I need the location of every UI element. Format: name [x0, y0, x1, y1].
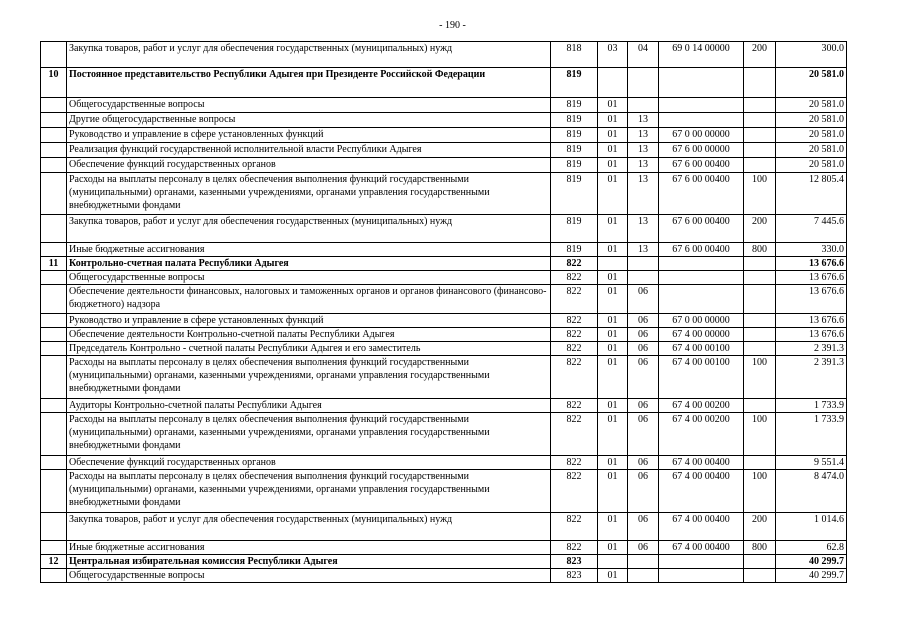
expense-type-code: [744, 68, 776, 98]
row-number: 12: [41, 555, 67, 569]
table-row: [41, 399, 847, 413]
section-code: 01: [598, 328, 628, 342]
target-article-code: 67 4 00 00400: [659, 456, 744, 470]
amount: 13 676.6: [776, 328, 847, 342]
dept-code: 822: [551, 513, 598, 541]
subsection-code: 13: [628, 215, 659, 243]
subsection-code: 04: [628, 42, 659, 68]
expense-type-code: [744, 158, 776, 173]
row-number: [41, 158, 67, 173]
subsection-code: 06: [628, 356, 659, 399]
row-number: [41, 356, 67, 399]
amount: 20 581.0: [776, 113, 847, 128]
table-row: [41, 173, 847, 215]
table-row: [41, 143, 847, 158]
target-article-code: 67 4 00 00200: [659, 413, 744, 456]
amount: 330.0: [776, 243, 847, 257]
expense-type-code: [744, 128, 776, 143]
dept-code: 822: [551, 356, 598, 399]
expense-type-code: 200: [744, 42, 776, 68]
row-number: [41, 456, 67, 470]
expense-type-code: 100: [744, 173, 776, 215]
table-body: [41, 42, 847, 583]
subsection-code: [628, 257, 659, 271]
subsection-code: 13: [628, 173, 659, 215]
section-code: 01: [598, 314, 628, 328]
amount: 1 733.9: [776, 399, 847, 413]
item-name: Расходы на выплаты персоналу в целях обеспечения выполнения функций государственными (муниципальными) органами, казенными учреждениями, органами управления государственными внебюджетными фондами: [67, 470, 551, 513]
expense-type-code: 800: [744, 541, 776, 555]
expense-type-code: 100: [744, 356, 776, 399]
section-code: [598, 257, 628, 271]
target-article-code: [659, 555, 744, 569]
amount: 1 014.6: [776, 513, 847, 541]
section-code: 01: [598, 128, 628, 143]
expense-type-code: [744, 456, 776, 470]
dept-code: 819: [551, 68, 598, 98]
row-number: [41, 143, 67, 158]
expense-type-code: 800: [744, 243, 776, 257]
expense-type-code: [744, 399, 776, 413]
table-row: [41, 243, 847, 257]
row-number: [41, 215, 67, 243]
item-name: Руководство и управление в сфере установленных функций: [67, 314, 551, 328]
dept-code: 819: [551, 113, 598, 128]
expense-type-code: 200: [744, 513, 776, 541]
amount: 12 805.4: [776, 173, 847, 215]
dept-code: 819: [551, 243, 598, 257]
target-article-code: 69 0 14 00000: [659, 42, 744, 68]
item-name: Председатель Контрольно - счетной палаты Республики Адыгея и его заместитель: [67, 342, 551, 356]
item-name: Аудиторы Контрольно-счетной палаты Республики Адыгея: [67, 399, 551, 413]
section-code: 01: [598, 342, 628, 356]
item-name: Общегосударственные вопросы: [67, 271, 551, 285]
table-row: [41, 541, 847, 555]
row-number: [41, 285, 67, 314]
amount: 20 581.0: [776, 143, 847, 158]
target-article-code: 67 4 00 00400: [659, 513, 744, 541]
row-number: [41, 173, 67, 215]
dept-code: 819: [551, 98, 598, 113]
target-article-code: 67 6 00 00400: [659, 158, 744, 173]
dept-code: 822: [551, 257, 598, 271]
section-code: 01: [598, 98, 628, 113]
row-number: 11: [41, 257, 67, 271]
section-code: [598, 68, 628, 98]
section-code: 01: [598, 399, 628, 413]
amount: 20 581.0: [776, 68, 847, 98]
row-number: [41, 243, 67, 257]
dept-code: 819: [551, 215, 598, 243]
dept-code: 822: [551, 399, 598, 413]
table-row: [41, 128, 847, 143]
amount: 13 676.6: [776, 285, 847, 314]
expense-type-code: [744, 143, 776, 158]
target-article-code: [659, 257, 744, 271]
table-row: [41, 215, 847, 243]
table-row: [41, 158, 847, 173]
expense-type-code: [744, 98, 776, 113]
row-number: [41, 399, 67, 413]
section-code: 01: [598, 113, 628, 128]
amount: 20 581.0: [776, 158, 847, 173]
dept-code: 819: [551, 158, 598, 173]
table-row: [41, 68, 847, 98]
item-name: Закупка товаров, работ и услуг для обеспечения государственных (муниципальных) нужд: [67, 513, 551, 541]
item-name: Обеспечение функций государственных органов: [67, 158, 551, 173]
table-row: [41, 342, 847, 356]
row-number: [41, 541, 67, 555]
item-name: Иные бюджетные ассигнования: [67, 243, 551, 257]
amount: 13 676.6: [776, 271, 847, 285]
row-number: [41, 413, 67, 456]
target-article-code: [659, 285, 744, 314]
subsection-code: 13: [628, 113, 659, 128]
table-row: [41, 555, 847, 569]
expense-type-code: [744, 271, 776, 285]
row-number: [41, 314, 67, 328]
amount: 2 391.3: [776, 356, 847, 399]
section-code: [598, 555, 628, 569]
section-code: 01: [598, 356, 628, 399]
subsection-code: [628, 555, 659, 569]
target-article-code: 67 0 00 00000: [659, 128, 744, 143]
section-code: 01: [598, 513, 628, 541]
section-code: 01: [598, 243, 628, 257]
target-article-code: 67 6 00 00400: [659, 173, 744, 215]
amount: 20 581.0: [776, 128, 847, 143]
dept-code: 822: [551, 456, 598, 470]
subsection-code: 06: [628, 314, 659, 328]
expense-type-code: [744, 342, 776, 356]
target-article-code: 67 4 00 00000: [659, 328, 744, 342]
target-article-code: [659, 113, 744, 128]
section-code: 01: [598, 158, 628, 173]
item-name: Общегосударственные вопросы: [67, 98, 551, 113]
dept-code: 823: [551, 569, 598, 583]
expense-type-code: [744, 569, 776, 583]
subsection-code: 06: [628, 399, 659, 413]
table-row: [41, 513, 847, 541]
expense-type-code: [744, 314, 776, 328]
amount: 40 299.7: [776, 569, 847, 583]
subsection-code: 13: [628, 158, 659, 173]
item-name: Иные бюджетные ассигнования: [67, 541, 551, 555]
table-row: [41, 328, 847, 342]
item-name: Обеспечение функций государственных органов: [67, 456, 551, 470]
table-row: [41, 257, 847, 271]
dept-code: 819: [551, 173, 598, 215]
expense-type-code: [744, 328, 776, 342]
row-number: 10: [41, 68, 67, 98]
dept-code: 823: [551, 555, 598, 569]
row-number: [41, 328, 67, 342]
budget-table: [40, 41, 847, 583]
expense-type-code: 200: [744, 215, 776, 243]
table-row: [41, 456, 847, 470]
target-article-code: [659, 98, 744, 113]
item-name: Обеспечение деятельности Контрольно-счетной палаты Республики Адыгея: [67, 328, 551, 342]
item-name: Другие общегосударственные вопросы: [67, 113, 551, 128]
target-article-code: [659, 569, 744, 583]
table-row: [41, 285, 847, 314]
amount: 1 733.9: [776, 413, 847, 456]
row-number: [41, 569, 67, 583]
row-number: [41, 513, 67, 541]
subsection-code: [628, 271, 659, 285]
subsection-code: 13: [628, 143, 659, 158]
section-code: 01: [598, 456, 628, 470]
target-article-code: 67 4 00 00100: [659, 342, 744, 356]
expense-type-code: [744, 257, 776, 271]
subsection-code: 13: [628, 128, 659, 143]
target-article-code: 67 6 00 00400: [659, 215, 744, 243]
table-row: [41, 470, 847, 513]
section-code: 01: [598, 413, 628, 456]
row-number: [41, 342, 67, 356]
amount: 40 299.7: [776, 555, 847, 569]
subsection-code: 06: [628, 513, 659, 541]
dept-code: 819: [551, 128, 598, 143]
table-row: [41, 413, 847, 456]
amount: 62.8: [776, 541, 847, 555]
item-name: Расходы на выплаты персоналу в целях обеспечения выполнения функций государственными (муниципальными) органами, казенными учреждениями, органами управления государственными внебюджетными фондами: [67, 356, 551, 399]
subsection-code: [628, 68, 659, 98]
subsection-code: 06: [628, 541, 659, 555]
amount: 9 551.4: [776, 456, 847, 470]
page-number: - 190 -: [439, 20, 466, 31]
row-number: [41, 113, 67, 128]
expense-type-code: [744, 113, 776, 128]
dept-code: 822: [551, 328, 598, 342]
subsection-code: 06: [628, 456, 659, 470]
row-number: [41, 470, 67, 513]
section-code: 01: [598, 215, 628, 243]
dept-code: 822: [551, 541, 598, 555]
section-code: 01: [598, 569, 628, 583]
target-article-code: 67 4 00 00100: [659, 356, 744, 399]
table-row: [41, 98, 847, 113]
dept-code: 822: [551, 314, 598, 328]
item-name: Контрольно-счетная палата Республики Адыгея: [67, 257, 551, 271]
item-name: Закупка товаров, работ и услуг для обеспечения государственных (муниципальных) нужд: [67, 215, 551, 243]
target-article-code: 67 4 00 00400: [659, 541, 744, 555]
target-article-code: [659, 271, 744, 285]
amount: 20 581.0: [776, 98, 847, 113]
amount: 2 391.3: [776, 342, 847, 356]
table-row: [41, 569, 847, 583]
table-row: [41, 271, 847, 285]
item-name: Расходы на выплаты персоналу в целях обеспечения выполнения функций государственными (муниципальными) органами, казенными учреждениями, органами управления государственными внебюджетными фондами: [67, 413, 551, 456]
dept-code: 822: [551, 342, 598, 356]
expense-type-code: [744, 285, 776, 314]
item-name: Общегосударственные вопросы: [67, 569, 551, 583]
subsection-code: 06: [628, 328, 659, 342]
item-name: Реализация функций государственной исполнительной власти Республики Адыгея: [67, 143, 551, 158]
table-row: [41, 113, 847, 128]
section-code: 01: [598, 285, 628, 314]
amount: 8 474.0: [776, 470, 847, 513]
target-article-code: 67 6 00 00000: [659, 143, 744, 158]
section-code: 03: [598, 42, 628, 68]
table-row: [41, 356, 847, 399]
dept-code: 822: [551, 271, 598, 285]
subsection-code: [628, 98, 659, 113]
amount: 7 445.6: [776, 215, 847, 243]
item-name: Руководство и управление в сфере установленных функций: [67, 128, 551, 143]
section-code: 01: [598, 541, 628, 555]
item-name: Расходы на выплаты персоналу в целях обеспечения выполнения функций государственными (муниципальными) органами, казенными учреждениями, органами управления государственными внебюджетными фондами: [67, 173, 551, 215]
section-code: 01: [598, 143, 628, 158]
subsection-code: 06: [628, 470, 659, 513]
item-name: Центральная избирательная комиссия Республики Адыгея: [67, 555, 551, 569]
subsection-code: 06: [628, 285, 659, 314]
expense-type-code: 100: [744, 470, 776, 513]
amount: 13 676.6: [776, 257, 847, 271]
row-number: [41, 128, 67, 143]
table-row: [41, 314, 847, 328]
subsection-code: [628, 569, 659, 583]
table-row: [41, 42, 847, 68]
row-number: [41, 271, 67, 285]
target-article-code: 67 0 00 00000: [659, 314, 744, 328]
dept-code: 819: [551, 143, 598, 158]
dept-code: 818: [551, 42, 598, 68]
subsection-code: 06: [628, 342, 659, 356]
dept-code: 822: [551, 470, 598, 513]
dept-code: 822: [551, 413, 598, 456]
row-number: [41, 42, 67, 68]
section-code: 01: [598, 271, 628, 285]
amount: 13 676.6: [776, 314, 847, 328]
expense-type-code: [744, 555, 776, 569]
item-name: Постоянное представительство Республики Адыгея при Президенте Российской Федерации: [67, 68, 551, 98]
item-name: Закупка товаров, работ и услуг для обеспечения государственных (муниципальных) нужд: [67, 42, 551, 68]
item-name: Обеспечение деятельности финансовых, налоговых и таможенных органов и органов финансового (финансово-бюджетного) надзора: [67, 285, 551, 314]
row-number: [41, 98, 67, 113]
section-code: 01: [598, 173, 628, 215]
subsection-code: 06: [628, 413, 659, 456]
section-code: 01: [598, 470, 628, 513]
dept-code: 822: [551, 285, 598, 314]
target-article-code: 67 4 00 00200: [659, 399, 744, 413]
amount: 300.0: [776, 42, 847, 68]
target-article-code: [659, 68, 744, 98]
target-article-code: 67 4 00 00400: [659, 470, 744, 513]
subsection-code: 13: [628, 243, 659, 257]
expense-type-code: 100: [744, 413, 776, 456]
target-article-code: 67 6 00 00400: [659, 243, 744, 257]
